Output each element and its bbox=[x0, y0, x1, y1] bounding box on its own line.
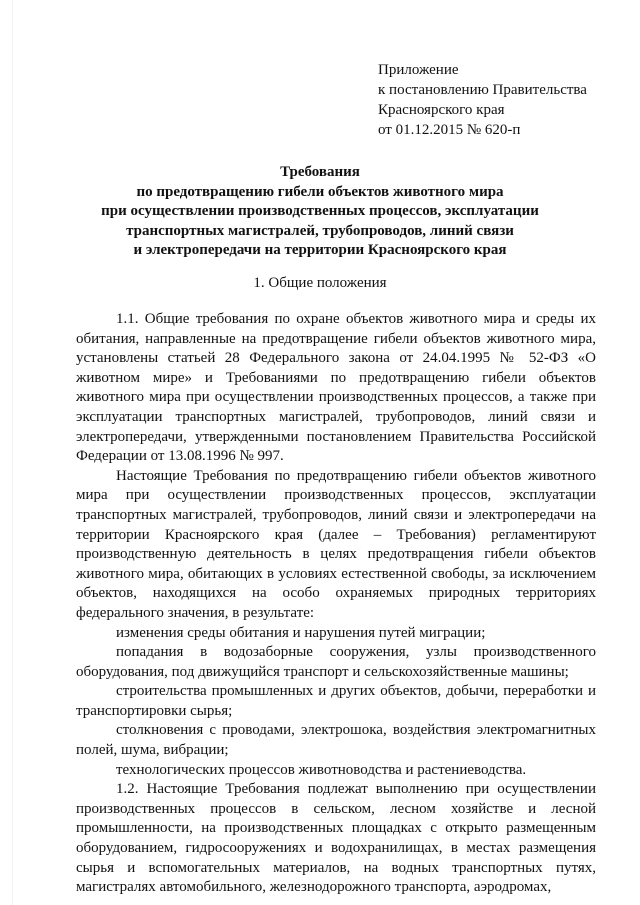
paragraph: попадания в водозаборные сооружения, узлы производственного оборудования, под движущийся транспорт и сельскохозяйственные машины; bbox=[76, 644, 596, 680]
title-line: по предотвращению гибели объектов животного мира bbox=[136, 183, 504, 200]
section-heading: 1. Общие положения bbox=[253, 275, 387, 291]
appendix-line: Приложение bbox=[378, 62, 459, 78]
title-line: и электропередачи на территории Красноярского края bbox=[133, 242, 507, 258]
title-line: транспортных магистралей, трубопроводов, линий связи bbox=[126, 222, 514, 239]
title-line: при осуществлении производственных процессов, эксплуатации bbox=[101, 203, 539, 219]
appendix-line: к постановлению Правительства bbox=[378, 82, 587, 98]
paragraph: технологических процессов животноводства и растениеводства. bbox=[116, 761, 527, 778]
paragraph: Настоящие Требования по предотвращению гибели объектов животного мира при осуществлении производственных процессов, эксплуатации транспортных магистралей, трубопроводов, линий связи и электропередачи на территории Красноярского края (далее – Требования) регламентируют производственную деятельность в целях предотвращения гибели объектов животного мира, обитающих в условиях естественной свободы, за исключением объектов, находящихся на особо охраняемых природных территориях федерального значения, в результате: bbox=[76, 467, 596, 621]
title-line: Требования bbox=[280, 164, 360, 180]
paragraph: 1.1. Общие требования по охране объектов животного мира и среды их обитания, направленные на предотвращение гибели объектов животного мира, установлены статьей 28 Федерального закона от 24.04.1995 № 52-ФЗ «О животном мире» и Требованиями по предотвращению гибели объектов животного мира при осуществлении производственных процессов, а также при эксплуатации транспортных магистралей, трубопроводов, линий связи и электропередачи, утвержденными постановлением Правительства Российской Федерации от 13.08.1996 № 997. bbox=[76, 311, 596, 465]
scan-edge bbox=[12, 0, 13, 905]
paragraph: изменения среды обитания и нарушения путей миграции; bbox=[116, 624, 486, 641]
document-title bbox=[100, 163, 540, 261]
paragraph: столкновения с проводами, электрошока, воздействия электромагнитных полей, шума, вибрации; bbox=[76, 722, 596, 759]
body-text bbox=[76, 310, 596, 898]
appendix-block bbox=[378, 60, 587, 140]
appendix-line: от 01.12.2015 № 620-п bbox=[378, 122, 521, 138]
paragraph: 1.2. Настоящие Требования подлежат выполнению при осуществлении производственных процессов в сельском, лесном хозяйстве и лесной промышленности, на производственных площадках с открыто размещенным оборудованием, гидросооружениях и водохранилищах, в местах размещения сырья и вспомогательных материалов, на водных транспортных путях, магистралях автомобильного, железнодорожного транспорта, аэродромах, bbox=[76, 781, 596, 896]
appendix-line: Красноярского края bbox=[378, 102, 505, 118]
paragraph: строительства промышленных и других объектов, добычи, переработки и транспортировки сырья; bbox=[76, 683, 596, 719]
